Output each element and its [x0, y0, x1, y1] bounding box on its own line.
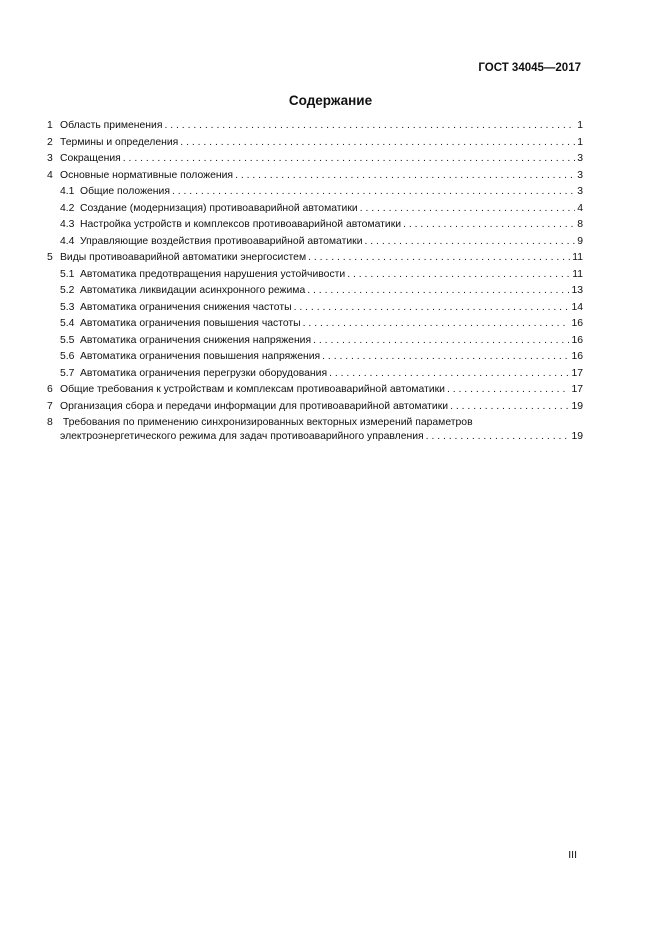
- toc-entry-page: 3: [577, 153, 583, 164]
- toc-entry-page: 1: [577, 136, 583, 148]
- toc-entry-number: 5.6: [60, 351, 75, 362]
- toc-entry[interactable]: [47, 351, 583, 368]
- toc-entry-number: 4.4: [60, 235, 75, 247]
- toc-entry-number: 8: [47, 417, 53, 428]
- toc-entry-title: Организация сбора и передачи информации для противоаварийной автоматики: [60, 400, 449, 412]
- toc-entry[interactable]: [47, 203, 583, 220]
- toc-entry[interactable]: [47, 384, 583, 401]
- toc-entry-number: 1: [47, 120, 53, 131]
- toc-entry[interactable]: [47, 170, 583, 187]
- toc-leader-dots: [180, 137, 575, 148]
- toc-leader-dots: [329, 368, 569, 379]
- toc-entry-number: 5: [47, 252, 53, 263]
- toc-entry-number: 5.5: [60, 334, 75, 346]
- toc-entry-title: Управляющие воздействия противоаварийной автоматики: [80, 235, 363, 247]
- toc-entry-title-line1: Требования по применению синхронизированных векторных измерений параметров: [62, 417, 473, 428]
- toc-entry-number: 6: [47, 384, 53, 395]
- toc-entry-page: 3: [577, 186, 583, 197]
- toc-entry-title: Термины и определения: [60, 136, 179, 148]
- toc-entry-title: Настройка устройств и комплексов противоаварийной автоматики: [80, 219, 402, 230]
- toc-entry-page: 19: [571, 430, 583, 442]
- toc-entry[interactable]: [47, 153, 583, 170]
- toc-leader-dots: [123, 153, 575, 164]
- toc-entry-page: 11: [572, 252, 583, 263]
- toc-entry-title: Сокращения: [60, 153, 121, 164]
- toc-entry-title: Область применения: [60, 120, 163, 131]
- toc-entry-title: Автоматика ограничения перегрузки оборудования: [80, 367, 328, 379]
- toc-entry-number: 4: [47, 169, 53, 181]
- toc-entry-number: 4.2: [60, 202, 75, 214]
- toc-entry-number: 5.3: [60, 301, 75, 313]
- toc-entry-title: Основные нормативные положения: [60, 169, 234, 181]
- toc-leader-dots: [294, 302, 570, 313]
- toc-entry-number: 5.1: [60, 268, 75, 280]
- toc-entry-title: Общие требования к устройствам и комплексам противоаварийной автоматики: [60, 384, 445, 395]
- toc-entry-page: 16: [571, 318, 583, 329]
- toc-leader-dots: [307, 285, 569, 296]
- toc-entry-title-line2: электроэнергетического режима для задач противоаварийного управления: [60, 430, 424, 442]
- toc-entry-page: 8: [577, 219, 583, 230]
- toc-entry[interactable]: [47, 368, 583, 385]
- toc-entry[interactable]: [47, 252, 583, 269]
- toc-entry-number: 5.2: [60, 285, 75, 296]
- toc-leader-dots: [235, 170, 575, 181]
- document-id: ГОСТ 34045—2017: [478, 62, 581, 74]
- toc-leader-dots: [172, 186, 575, 197]
- toc-entry-page: 1: [577, 120, 583, 131]
- toc-entry[interactable]: [47, 137, 583, 154]
- toc-entry-number: 5.7: [60, 367, 75, 379]
- toc-leader-dots: [365, 236, 576, 247]
- toc-entry-title: Автоматика предотвращения нарушения устойчивости: [80, 268, 346, 280]
- toc-entry[interactable]: [47, 302, 583, 319]
- toc-entry[interactable]: [47, 120, 583, 137]
- toc-entry-number: 4.1: [60, 186, 75, 197]
- toc-leader-dots: [426, 431, 570, 442]
- toc-entry-number: 4.3: [60, 219, 75, 230]
- toc-entry-page: 3: [577, 169, 583, 181]
- toc-entry[interactable]: [47, 186, 583, 203]
- toc-entry-title: Автоматика ограничения повышения напряжения: [80, 351, 321, 362]
- toc-entry-number: 3: [47, 153, 53, 164]
- toc-entry[interactable]: [47, 335, 583, 352]
- toc-entry[interactable]: [47, 318, 583, 335]
- toc-entry[interactable]: [47, 236, 583, 253]
- toc-entry-page: 9: [577, 235, 583, 247]
- toc-entry-title: Виды противоаварийной автоматики энергосистем: [60, 252, 307, 263]
- toc-entry-page: 14: [571, 301, 583, 313]
- table-of-contents: [47, 120, 583, 447]
- toc-entry-title: Создание (модернизация) противоаварийной автоматики: [80, 202, 358, 214]
- toc-entry-number: 5.4: [60, 318, 75, 329]
- toc-entry[interactable]: [47, 285, 583, 302]
- toc-entry-page: 11: [572, 268, 583, 280]
- toc-leader-dots: [447, 384, 569, 395]
- toc-entry-page: 17: [571, 367, 583, 379]
- page-number: III: [568, 849, 577, 861]
- toc-entry-page: 16: [571, 351, 583, 362]
- toc-entry-number: 7: [47, 400, 53, 412]
- toc-leader-dots: [313, 335, 569, 346]
- toc-entry-page: 4: [577, 202, 583, 214]
- page-title: Содержание: [288, 93, 373, 108]
- toc-entry-title: Автоматика ограничения повышения частоты: [80, 318, 301, 329]
- toc-entry-title: Автоматика ограничения снижения напряжения: [80, 334, 312, 346]
- toc-entry-8[interactable]: [47, 417, 583, 447]
- toc-entry-page: 17: [571, 384, 583, 395]
- toc-entry[interactable]: [47, 401, 583, 418]
- toc-entry-title: Автоматика ликвидации асинхронного режима: [80, 285, 306, 296]
- toc-entry[interactable]: [47, 269, 583, 286]
- toc-entry-title: Автоматика ограничения снижения частоты: [80, 301, 292, 313]
- toc-entry-page: 16: [571, 334, 583, 346]
- toc-leader-dots: [360, 203, 576, 214]
- toc-leader-dots: [308, 252, 570, 263]
- toc-entry-page: 19: [571, 400, 583, 412]
- toc-entry-page: 13: [571, 285, 583, 296]
- toc-entry-number: 2: [47, 136, 53, 148]
- toc-entry[interactable]: [47, 219, 583, 236]
- toc-entry-title: Общие положения: [80, 186, 170, 197]
- toc-leader-dots: [450, 401, 569, 412]
- toc-leader-dots: [164, 120, 575, 131]
- toc-leader-dots: [403, 219, 575, 230]
- toc-leader-dots: [322, 351, 569, 362]
- toc-leader-dots: [303, 318, 570, 329]
- toc-leader-dots: [347, 269, 570, 280]
